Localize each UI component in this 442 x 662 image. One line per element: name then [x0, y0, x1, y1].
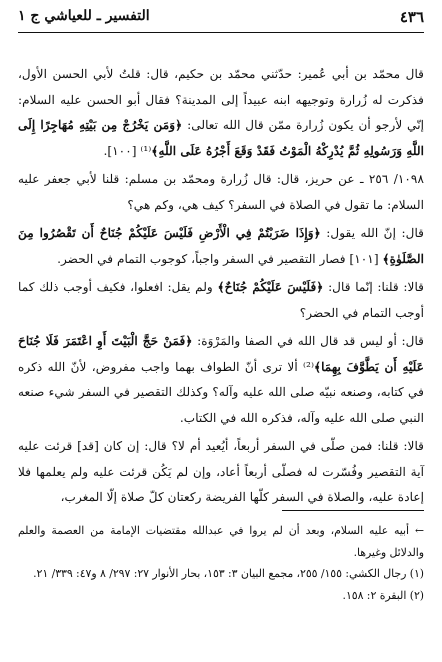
- page-number: ٤٣٦: [399, 8, 424, 26]
- paragraph: [18, 275, 424, 326]
- page-header: [18, 6, 424, 33]
- paragraph-text: ⁽²⁾ ألا ترى أنّ الطواف بهما واجب مفروض، لأنّ الله ذكره في كتابه، وصنعه نبيّه صلى الله عليه وآله؟ وكذلك التقصير في السفر شيء صنعه النبي صلى الله عليه وآله، فذكره الله في الكتاب.: [18, 359, 424, 425]
- paragraph: [18, 62, 424, 164]
- paragraph-text: ولم يقل: افعلوا، فكيف أوجب ذلك كما أوجب التمام في الحضر؟: [18, 280, 424, 320]
- footnote-continued: ← أبيه عليه السلام، وبعد أن لم يروا في عبدالله مقتضيات الإمامة من العصمة والعلم والدلائل وغيرها.: [18, 524, 424, 559]
- paragraph: [18, 221, 424, 272]
- paragraph-text: قالا: قلنا: إنّما قال:: [323, 280, 424, 294]
- main-text: [18, 62, 424, 514]
- paragraph: [18, 434, 424, 511]
- quran-verse: ﴿وَإِذَا ضَرَبْتُمْ فِي الْأَرْضِ فَلَيْسَ عَلَيْكُمْ جُنَاحٌ أَن تَقْصُرُوا مِنَ الصَّلَوٰةِ﴾: [18, 226, 424, 266]
- paragraph-text: قال محمّد بن أبي عُمير: حدّثني محمّد بن حكيم، قال: قلتُ لأبي الحسن الأول، فذكرت له زُرارة وتوجيهه ابنه عبيداً إلى المدينة؟ فقال أبو الحسن عليه السلام: إنّي لأرجو أن يكون زُرارة ممّن قال الله تعالى:: [18, 67, 424, 132]
- paragraph: [18, 329, 424, 431]
- paragraph-text: قال: أو ليس قد قال الله في الصفا والمَرْوَة:: [192, 334, 424, 348]
- paragraph-text: ١٠٩٨/ ٢٥٦ ـ عن حريز، قال: قال زُرارة ومحمّد بن مسلم: قلنا لأبي جعفر عليه السلام: ما تقول في الصلاة في السفر؟ كيف هي، وكم هي؟: [18, 172, 425, 212]
- running-title: التفسير ـ للعياشي ج ١: [18, 8, 150, 24]
- quran-verse: ﴿فَمَنْ حَجَّ الْبَيْتَ أَوِ اعْتَمَرَ فَلَا جُنَاحَ عَلَيْهِ أَن يَطَّوَّفَ بِهِمَا﴾: [18, 334, 424, 374]
- paragraph-text: ⁽¹⁾ [١٠٠].: [103, 143, 152, 158]
- paragraph-text: قالا: قلنا: فمن صلّى في السفر أربعاً، أيُعيد أم لا؟ قال: إن كان [قد] قرئت عليه آية التقصير وفُسّرت له فصلّى أربعاً أعاد، وإن لم يَكُن قرئت عليه ولم يعلمها فلا إعادة عليه، والصلاة في السفر كلّها الفريضة ركعتان كلّ صلاة إلّا المغرب،: [18, 439, 424, 504]
- quran-verse: ﴿فَلَيْسَ عَلَيْكُمْ جُنَاحٌ﴾: [217, 280, 324, 294]
- footnote-separator: [282, 510, 424, 511]
- footnotes: [18, 520, 424, 606]
- quran-verse: ﴿وَمَن يَخْرُجْ مِن بَيْتِهِ مُهَاجِرًا إِلَى اللَّهِ وَرَسُولِهِ ثُمَّ يُدْرِكْهُ الْمَوْتُ فَقَدْ وَقَعَ أَجْرُهُ عَلَى اللَّهِ﴾: [18, 118, 424, 158]
- footnote-1: (١) رجال الكشي: ١٥٥/ ٢٥٥، مجمع البيان ٣: ١٥٣، بحار الأنوار ٢٧: ٢٩٧/ ٨ و٤٧: ٣٣٩/ ٢١.: [33, 567, 424, 580]
- paragraph: [18, 167, 424, 218]
- paragraph-text: قال: إنّ الله يقول:: [320, 226, 424, 240]
- paragraph-text: [١٠١] فصار التقصير في السفر واجباً، كوجوب التمام في الحضر.: [57, 251, 383, 266]
- footnote-2: (٢) البقرة ٢: ١٥٨.: [342, 588, 424, 602]
